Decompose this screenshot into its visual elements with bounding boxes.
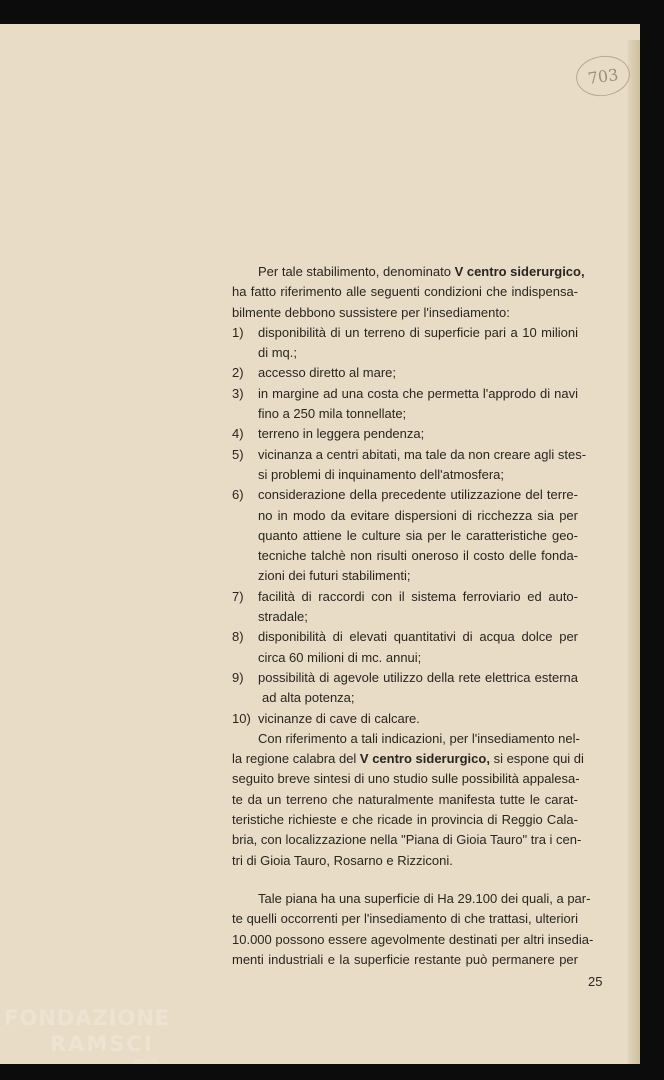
p3-line-1: Tale piana ha una superficie di Ha 29.100 dei quali, a par- bbox=[258, 890, 591, 906]
p2-line-4: te da un terreno che naturalmente manifesta tutte le carat- bbox=[232, 791, 578, 807]
list-item-2: 2) accesso diretto al mare; bbox=[232, 365, 397, 381]
fondazione-gramsci-watermark bbox=[4, 1006, 171, 1066]
page-number: 25 bbox=[588, 974, 603, 989]
p3-line-2: te quelli occorrenti per l'insediamento di che trattasi, ulteriori bbox=[232, 911, 578, 927]
list-item-3-cont: fino a 250 mila tonnellate; bbox=[258, 406, 407, 422]
p1-line-3: bilmente debbono sussistere per l'insediamento: bbox=[232, 304, 510, 320]
p3-line-3: 10.000 possono essere agevolmente destinati per altri insedia- bbox=[232, 931, 594, 947]
list-item-9: 9) possibilità di agevole utilizzo della rete elettrica esterna bbox=[232, 669, 578, 685]
p1-line-2: ha fatto riferimento alle seguenti condizioni che indispensa- bbox=[232, 284, 578, 300]
list-item-6: 6) considerazione della precedente utilizzazione del terre- bbox=[232, 487, 578, 503]
list-item-8-cont: circa 60 milioni di mc. annui; bbox=[258, 649, 422, 665]
list-item-5-cont: si problemi di inquinamento dell'atmosfera; bbox=[258, 466, 504, 482]
p3-line-4: menti industriali e la superficie restante può permanere per bbox=[232, 951, 578, 967]
list-item-1-cont: di mq.; bbox=[258, 345, 298, 361]
bold-term: V centro siderurgico, bbox=[454, 264, 585, 279]
list-item-6-cont-2: quanto attiene le culture sia per le caratteristiche geo- bbox=[258, 527, 578, 543]
watermark-line-2: RAMSCI bbox=[50, 1032, 154, 1056]
list-item-6-cont-4: zioni dei futuri stabilimenti; bbox=[258, 568, 411, 584]
paragraph-gap bbox=[232, 871, 578, 889]
bold-term: V centro siderurgico, bbox=[359, 751, 490, 767]
list-item-3: 3) in margine ad una costa che permetta l'approdo di navi bbox=[232, 385, 578, 401]
p2-line-5: teristiche richieste e che ricade in provincia di Reggio Cala- bbox=[232, 812, 578, 828]
p2-line-1: Con riferimento a tali indicazioni, per l'insediamento nel- bbox=[258, 730, 580, 746]
list-item-10: 10) vicinanze di cave di calcare. bbox=[232, 710, 420, 726]
p2-line-7: tri di Gioia Tauro, Rosarno e Rizziconi. bbox=[232, 852, 453, 868]
list-item-4: 4) terreno in leggera pendenza; bbox=[232, 426, 425, 442]
list-item-7-cont: stradale; bbox=[258, 609, 308, 625]
list-item-8: 8) disponibilità di elevati quantitativi di acqua dolce per bbox=[232, 629, 578, 645]
list-item-5: 5) vicinanza a centri abitati, ma tale da non creare agli stes- bbox=[232, 446, 587, 462]
p2-line-3: seguito breve sintesi di uno studio sulle possibilità appalesa- bbox=[232, 771, 580, 787]
stamp-number: 703 bbox=[586, 64, 620, 88]
body-text bbox=[232, 262, 594, 970]
p1-line-1: Per tale stabilimento, denominato V centro siderurgico, bbox=[258, 264, 585, 279]
list-item-1: 1) disponibilità di un terreno di superficie pari a 10 milioni bbox=[232, 324, 578, 340]
page-edge bbox=[628, 40, 640, 1064]
list-item-6-cont-1: no in modo da evitare dispersioni di ricchezza sia per bbox=[258, 507, 578, 523]
watermark-line-1: FONDAZIONE bbox=[4, 1006, 171, 1030]
watermark-line-3: ONLUS bbox=[134, 1058, 158, 1066]
list-item-7: 7) facilità di raccordi con il sistema ferroviario ed auto- bbox=[232, 588, 578, 604]
list-item-6-cont-3: tecniche talchè non risulti oneroso il costo delle fonda- bbox=[258, 548, 578, 564]
p2-line-2: la regione calabra del V centro siderurgico, si espone qui di bbox=[232, 751, 584, 767]
list-item-9-cont: ad alta potenza; bbox=[262, 690, 355, 706]
p2-line-6: bria, con localizzazione nella "Piana di Gioia Tauro" tra i cen- bbox=[232, 832, 582, 848]
